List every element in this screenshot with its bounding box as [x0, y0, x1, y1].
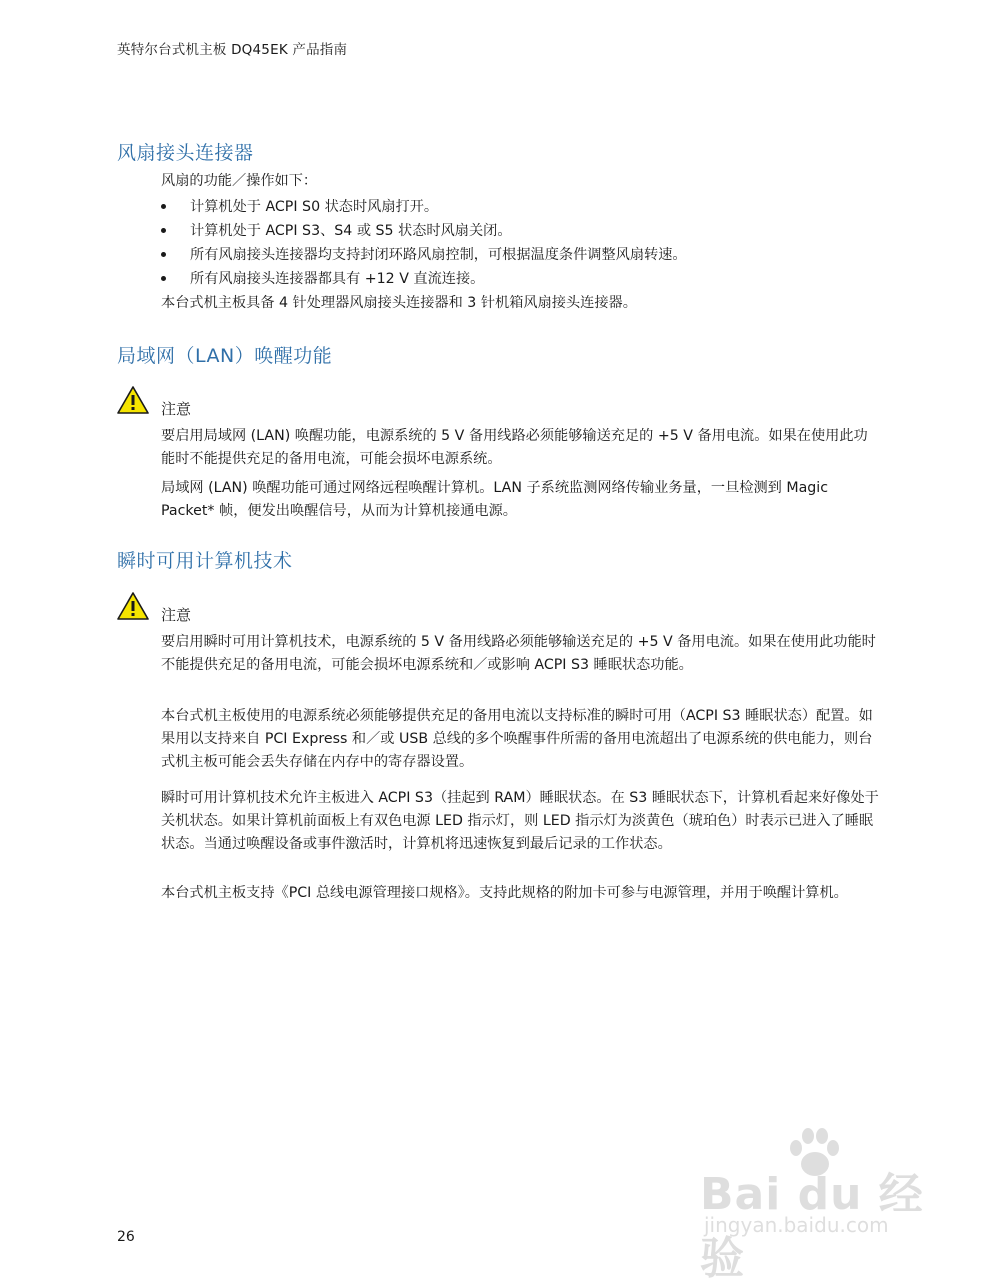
watermark-brand: Bai du 经验 — [700, 1169, 924, 1284]
instant-para-2: 瞬时可用计算机技术允许主板进入 ACPI S3（挂起到 RAM）睡眠状态。在 S3 睡眠状态下，计算机看起来好像处于关机状态。如果计算机前面板上有双色电源 LED 指示灯，则 LED 指示灯为淡黄色（琥珀色）时表示已进入了睡眠状态。当通过唤醒设备或事件激活时，计算机将迅速恢复到最后记录的工作状态。 — [161, 790, 879, 852]
heading-fan-connectors: 风扇接头连接器 — [117, 142, 254, 164]
bullet-icon — [161, 276, 166, 281]
list-item: 所有风扇接头连接器均支持封闭环路风扇控制，可根据温度条件调整风扇转速。 — [161, 243, 687, 267]
list-item: 计算机处于 ACPI S3、S4 或 S5 状态时风扇关闭。 — [161, 219, 687, 243]
instant-caution-text: 要启用瞬时可用计算机技术，电源系统的 5 V 备用线路必须能够输送充足的 +5 V 备用电流。如果在使用此功能时不能提供充足的备用电流，可能会损坏电源系统和／或影响 ACPI S3 睡眠状态功能。 — [161, 634, 876, 673]
bullet-icon — [161, 228, 166, 233]
bullet-icon — [161, 204, 166, 209]
instant-para-3: 本台式机主板支持《PCI 总线电源管理接口规格》。支持此规格的附加卡可参与电源管理，并用于唤醒计算机。 — [161, 885, 848, 901]
heading-instantly-available: 瞬时可用计算机技术 — [117, 550, 293, 572]
baidu-watermark — [700, 1128, 940, 1284]
lan-caution-text: 要启用局域网 (LAN) 唤醒功能，电源系统的 5 V 备用线路必须能够输送充足的 +5 V 备用电流。如果在使用此功能时不能提供充足的备用电流，可能会损坏电源系统。 — [161, 428, 868, 467]
bullet-icon — [161, 252, 166, 257]
running-header: 英特尔台式机主板 DQ45EK 产品指南 — [117, 42, 348, 58]
list-item: 所有风扇接头连接器都具有 +12 V 直流连接。 — [161, 267, 687, 291]
instant-para-1: 本台式机主板使用的电源系统必须能够提供充足的备用电流以支持标准的瞬时可用（ACPI S3 睡眠状态）配置。如果用以支持来自 PCI Express 和／或 USB 总线的多个唤醒事件所需的备用电流超出了电源系统的供电能力，则台式机主板可能会丢失存储在内存中的寄存器设置。 — [161, 708, 873, 770]
caution-label: 注意 — [161, 400, 192, 418]
page-number: 26 — [117, 1229, 135, 1245]
fan-summary: 本台式机主板具备 4 针处理器风扇接头连接器和 3 针机箱风扇接头连接器。 — [161, 295, 637, 311]
heading-wake-on-lan: 局域网（LAN）唤醒功能 — [117, 345, 333, 367]
list-item: 计算机处于 ACPI S0 状态时风扇打开。 — [161, 195, 687, 219]
caution-triangle-icon — [116, 385, 150, 415]
lan-body: 局域网 (LAN) 唤醒功能可通过网络远程唤醒计算机。LAN 子系统监测网络传输业务量，一旦检测到 Magic Packet* 帧，便发出唤醒信号，从而为计算机接通电源。 — [161, 480, 829, 519]
fan-intro: 风扇的功能／操作如下： — [161, 173, 318, 189]
caution-label: 注意 — [161, 606, 192, 624]
caution-triangle-icon — [116, 591, 150, 621]
watermark-url: jingyan.baidu.com — [704, 1213, 889, 1237]
fan-bullet-list — [161, 195, 687, 291]
